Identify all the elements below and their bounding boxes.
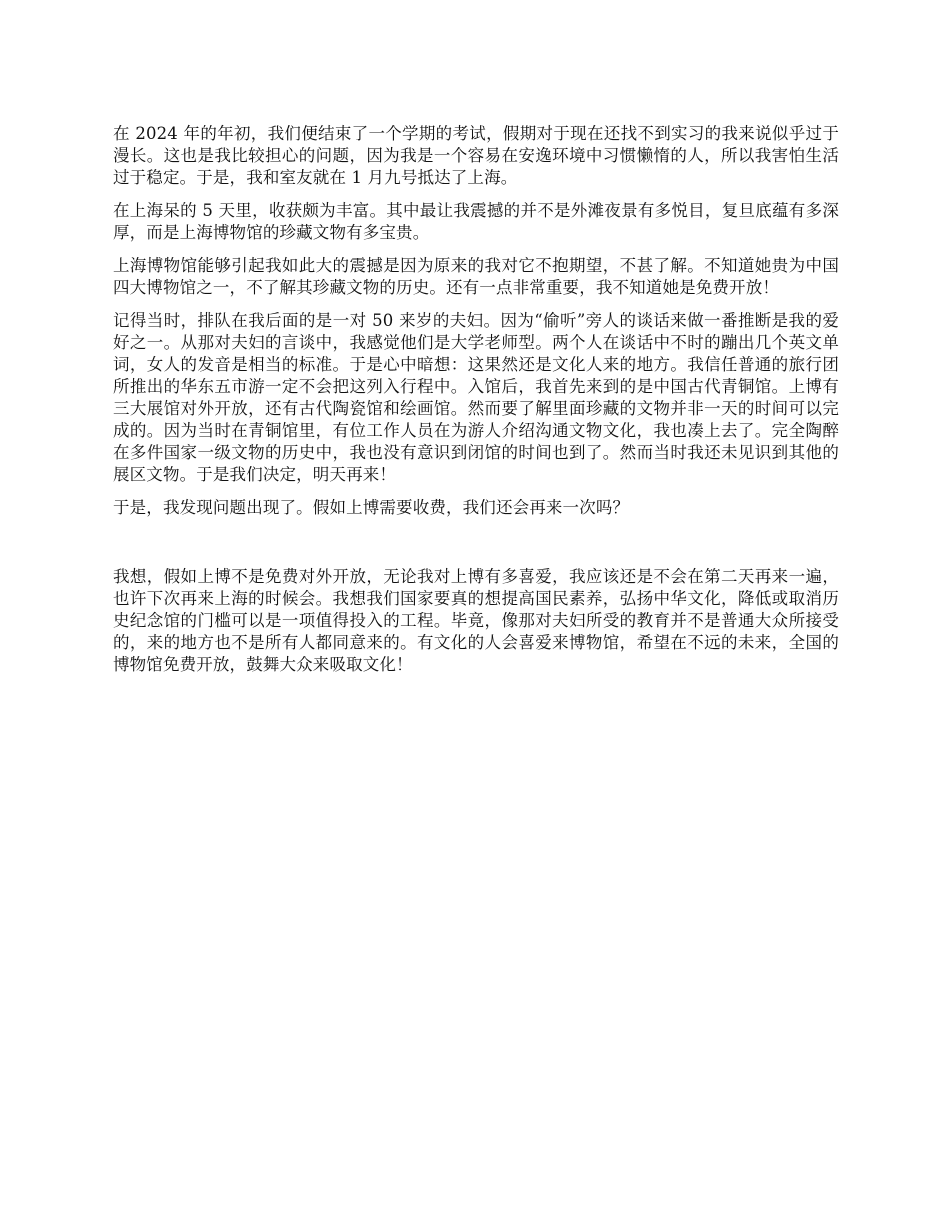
paragraph-3: 上海博物馆能够引起我如此大的震撼是因为原来的我对它不抱期望，不甚了解。不知道她贵为中国四大博物馆之一，不了解其珍藏文物的历史。还有一点非常重要，我不知道她是免费开放！ — [113, 256, 839, 297]
paragraph-6: 我想，假如上博不是免费对外开放，无论我对上博有多喜爱，我应该还是不会在第二天再来一遍，也许下次再来上海的时候会。我想我们国家要真的想提高国民素养，弘扬中华文化，降低或取消历史纪念馆的门槛可以是一项值得投入的工程。毕竟，像那对夫妇所受的教育并不是普通大众所接受的，来的地方也不是所有人都同意来的。有文化的人会喜爱来博物馆，希望在不远的未来，全国的博物馆免费开放，鼓舞大众来吸取文化！ — [113, 567, 839, 674]
paragraph-1: 在 2024 年的年初，我们便结束了一个学期的考试，假期对于现在还找不到实习的我来说似乎过于漫长。这也是我比较担心的问题，因为我是一个容易在安逸环境中习惯懒惰的人，所以我害怕生活过于稳定。于是，我和室友就在 1 月九号抵达了上海。 — [113, 124, 839, 187]
paragraph-5: 于是，我发现问题出现了。假如上博需要收费，我们还会再来一次吗？ — [113, 498, 630, 517]
paragraph-spacer — [113, 530, 839, 566]
paragraph-4: 记得当时，排队在我后面的是一对 50 来岁的夫妇。因为“偷听”旁人的谈话来做一番推断是我的爱好之一。从那对夫妇的言谈中，我感觉他们是大学老师型。两个人在谈话中不时的蹦出几个英文单词，女人的发音是相当的标准。于是心中暗想：这果然还是文化人来的地方。我信任普通的旅行团所推出的华东五市游一定不会把这列入行程中。入馆后，我首先来到的是中国古代青铜馆。上博有三大展馆对外开放，还有古代陶瓷馆和绘画馆。然而要了解里面珍藏的文物并非一天的时间可以完成的。因为当时在青铜馆里，有位工作人员在为游人介绍沟通文物文化，我也凑上去了。完全陶醉在多件国家一级文物的历史中，我也没有意识到闭馆的时间也到了。然而当时我还未见识到其他的展区文物。于是我们决定，明天再来！ — [113, 311, 839, 484]
document-body — [113, 123, 839, 687]
paragraph-2: 在上海呆的 5 天里，收获颇为丰富。其中最让我震撼的并不是外滩夜景有多悦目，复旦底蕴有多深厚，而是上海博物馆的珍藏文物有多宝贵。 — [113, 201, 839, 242]
